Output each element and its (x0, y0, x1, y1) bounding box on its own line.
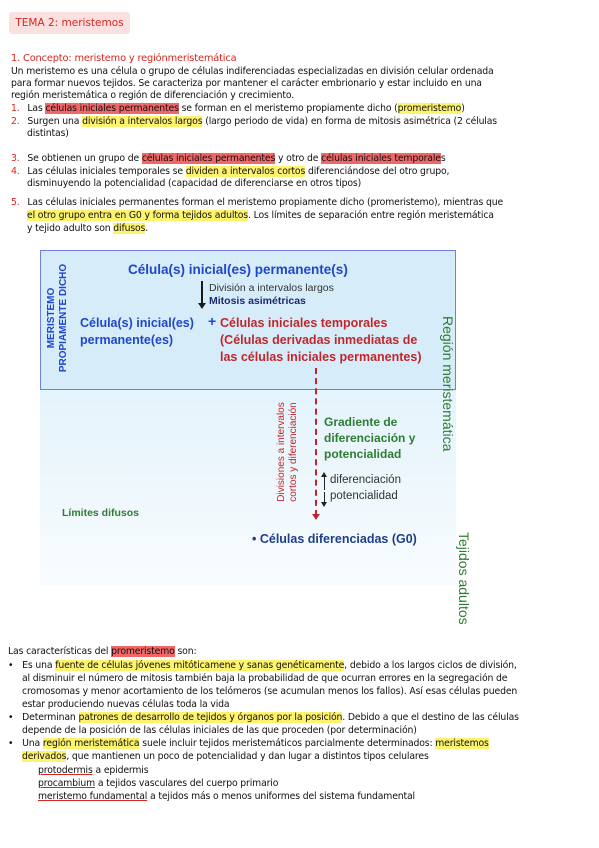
char-text: Una (22, 738, 43, 749)
sub-item-protodermis (38, 765, 148, 777)
point-number: 1. (11, 103, 20, 114)
short-divisions-label (276, 390, 300, 514)
short-div-line-2: cortos y diferenciación (288, 402, 299, 502)
highlight: patrones de desarrollo de tejidos y órganos por la posición (78, 712, 343, 723)
point-text: diferenciándose del otro grupo, (305, 166, 450, 177)
bullet-3-line-2 (22, 751, 429, 763)
char-text: , que mantienen un poco de potencialidad y dan lugar a distintos tipos celulares (66, 751, 429, 762)
intro-line-2: para formar nuevos tejidos. Se caracteriza por mantener el carácter embrionario y estar incluido en una (11, 78, 482, 89)
meristemo-label-line-1: MERISTEMO (46, 287, 57, 349)
point-text: (largo periodo de vida) en forma de mitosis asimétrica (2 células (202, 116, 497, 127)
point-5-cont (27, 210, 494, 222)
highlight: promeristemo (397, 103, 462, 114)
point-number: 3. (11, 153, 20, 164)
intro-line-1: Un meristemo es una célula o grupo de células indiferenciadas especializadas en división celular ordenada (11, 66, 494, 77)
potentiality-label: potencialidad (330, 490, 398, 502)
bullet-1 (8, 660, 517, 672)
point-2-cont: distintas) (27, 128, 69, 139)
point-text: y otro de (275, 153, 322, 164)
dashed-arrow-line (315, 368, 317, 516)
sub-item-rest: a epidermis (92, 765, 149, 776)
point-number: 5. (11, 197, 20, 208)
point-5-cont-2 (27, 223, 148, 235)
bullet-dot: • (8, 712, 14, 723)
mitosis-label: Mitosis asimétricas (209, 295, 306, 307)
temporary-cells-label (220, 315, 422, 366)
char-text: son: (174, 646, 197, 657)
highlight: el otro grupo entra en G0 y forma tejidos adultos (27, 210, 248, 221)
meristemo-label-line-2: PROPIAMENTE DICHO (58, 263, 69, 373)
point-text: Las células iniciales temporales se (27, 166, 186, 177)
point-text: y tejido adulto son (27, 223, 114, 234)
sub-item-procambium (38, 778, 278, 790)
intro-line-3: región meristemática o región de diferenciación y crecimiento. (11, 90, 295, 101)
highlight: dividen a intervalos cortos (185, 166, 306, 177)
section-heading: 1. Concepto: meristemo y regiónmeristemática (11, 53, 237, 64)
point-text: Se obtienen un grupo de (27, 153, 142, 164)
point-text: Las células iniciales permanentes forman el meristemo propiamente dicho (promeristemo), mientras que (27, 197, 504, 208)
char-text: Las características del (8, 646, 112, 657)
bullet-2 (8, 712, 519, 724)
gradient-line-1: Gradiente de (324, 415, 398, 429)
point-text: Las (27, 103, 46, 114)
gradient-line-2: diferenciación y (324, 431, 416, 445)
bullet-2-line-2: depende de la posición de las células iniciales de las que proceden (por determinación) (22, 725, 417, 736)
sub-item-name: procambium (38, 778, 96, 789)
sub-item-rest: a tejidos más o menos uniformes del sistema fundamental (147, 791, 415, 802)
point-text: . Los límites de separación entre región meristemática (248, 210, 494, 221)
arrow-shaft (201, 281, 203, 305)
point-1 (11, 103, 465, 115)
arrow-down-icon (198, 303, 206, 309)
highlight: difusos (113, 223, 146, 234)
bullet-3 (8, 738, 489, 750)
plus-sign: + (208, 313, 217, 329)
point-text: Surgen una (27, 116, 83, 127)
sub-item-rest: a tejidos vasculares del cuerpo primario (95, 778, 279, 789)
bullet-dot: • (8, 660, 14, 671)
point-text: s (440, 153, 446, 164)
gradient-line-3: potencialidad (324, 447, 402, 461)
point-2 (11, 116, 497, 128)
limits-label: Límites difusos (62, 507, 140, 519)
left-cell-line-2: permanente(es) (80, 333, 174, 347)
red-arrow-down-icon (312, 514, 320, 520)
differentiation-label: diferenciación (330, 474, 401, 486)
highlight: células iniciales permanentes (45, 103, 179, 114)
highlight: células iniciales temporale (321, 153, 441, 164)
highlight: células iniciales permanentes (141, 153, 276, 164)
top-cell-label: Célula(s) inicial(es) permanente(s) (128, 262, 348, 277)
meristemo-vertical-label (46, 258, 70, 378)
short-div-line-1: Divisiones a intervalos (276, 402, 287, 502)
highlight: región meristemática (42, 738, 140, 749)
sub-item-name: protodermis (38, 765, 93, 776)
point-text: . (145, 223, 149, 234)
highlight: división a intervalos largos (82, 116, 203, 127)
sub-item-meristemo-fundamental (38, 791, 415, 803)
title-badge (9, 12, 130, 34)
arrow-down-small-icon (321, 502, 327, 507)
char-text: suele incluir tejidos meristemáticos parcialmente determinados: (139, 738, 436, 749)
char-text: Es una (22, 660, 56, 671)
up-arrow-shaft (324, 476, 325, 490)
char-text: Determinan (22, 712, 79, 723)
left-cell-label (80, 315, 194, 349)
point-text: ) (461, 103, 465, 114)
char-text: . Debido a que el destino de las células (342, 712, 519, 723)
bullet-dot: • (8, 738, 14, 749)
point-4-cont: disminuyendo la potencialidad (capacidad de diferenciarse en otros tipos) (27, 178, 362, 189)
char-text: , debido a los largos ciclos de división, (344, 660, 517, 671)
adult-tissues-label: Tejidos adultos (456, 532, 472, 625)
point-text: se forman en el meristemo propiamente dicho ( (178, 103, 398, 114)
page-title: TEMA 2: meristemos (15, 17, 124, 29)
point-3 (11, 153, 446, 165)
highlight: derivados (22, 751, 67, 762)
differentiated-cells-label: • Células diferenciadas (G0) (252, 532, 417, 546)
temp-line-2: (Células derivadas inmediatas de (220, 333, 418, 347)
bullet-1-line-2: al disminuir el número de mitosis también baja la probabilidad de que ocurran errores en la segregación de (22, 673, 508, 684)
temp-line-3: las células iniciales permanentes) (220, 350, 422, 364)
point-number: 4. (11, 166, 20, 177)
highlight: meristemos (435, 738, 489, 749)
temp-line-1: Células iniciales temporales (220, 316, 388, 330)
highlight: promeristemo (111, 646, 175, 657)
gradient-label (324, 414, 415, 462)
characteristics-intro (8, 646, 196, 658)
sub-item-name: meristemo fundamental (38, 791, 148, 802)
arrow-up-icon (321, 472, 327, 477)
bullet-1-line-3: cromosomas y menor acortamiento de los telómeros (se acumulan menos los fallos). Así esas células pueden (22, 686, 518, 697)
bullet-1-line-4: estar produciendo nuevas células toda la vida (22, 699, 230, 710)
left-cell-line-1: Célula(s) inicial(es) (80, 316, 194, 330)
region-label: Región meristemática (440, 316, 456, 452)
point-5 (11, 197, 503, 209)
point-4 (11, 166, 449, 178)
highlight: fuente de células jóvenes mitóticamene y sanas genéticamente (55, 660, 345, 671)
division-long-label: División a intervalos largos (209, 282, 334, 294)
point-number: 2. (11, 116, 20, 127)
